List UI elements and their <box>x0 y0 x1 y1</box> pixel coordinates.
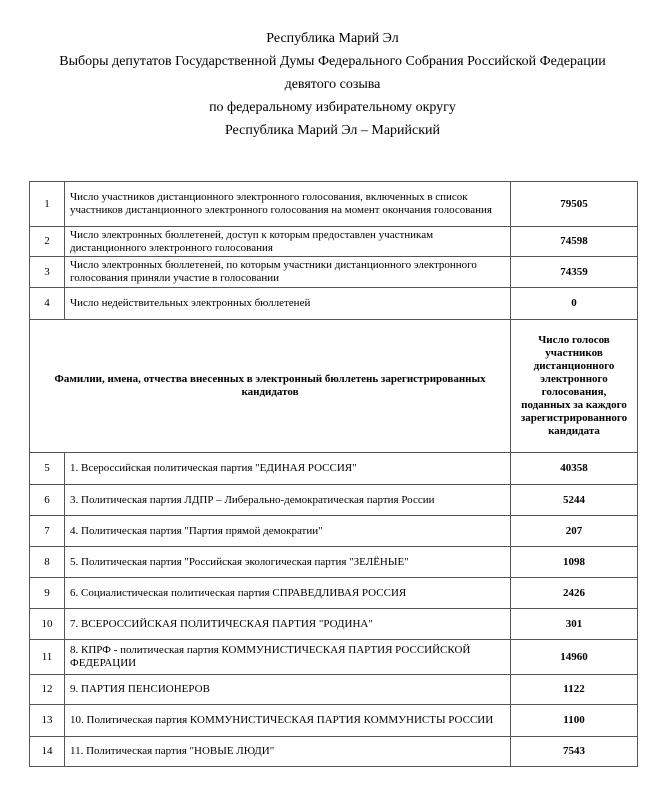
row-number: 13 <box>30 705 65 737</box>
candidate-row <box>30 578 638 609</box>
row-label: Число электронных бюллетеней, по которым участники дистанционного электронного голосования приняли участие в голосовании <box>65 257 511 288</box>
candidate-row <box>30 485 638 516</box>
row-number: 12 <box>30 675 65 705</box>
candidates-header-row <box>30 320 638 453</box>
header-convocation: девятого созыва <box>284 77 381 92</box>
row-number: 5 <box>30 453 65 485</box>
row-number: 6 <box>30 485 65 516</box>
candidate-name: 3. Политическая партия ЛДПР – Либерально-демократическая партия России <box>65 485 511 516</box>
candidate-name: 8. КПРФ - политическая партия КОММУНИСТИЧЕСКАЯ ПАРТИЯ РОССИЙСКОЙ ФЕДЕРАЦИИ <box>65 640 511 675</box>
candidate-row <box>30 453 638 485</box>
row-label: Число недействительных электронных бюллетеней <box>65 288 511 320</box>
row-number: 9 <box>30 578 65 609</box>
header-district-name: Республика Марий Эл – Марийский <box>224 123 441 138</box>
row-value: 74598 <box>511 227 638 257</box>
row-value: 74359 <box>511 257 638 288</box>
row-number: 2 <box>30 227 65 257</box>
row-number: 11 <box>30 640 65 675</box>
candidate-row <box>30 737 638 767</box>
row-label: Число участников дистанционного электронного голосования, включенных в список участников дистанционного электронного голосования на момент окончания голосования <box>65 182 511 227</box>
header-region: Республика Марий Эл <box>266 31 399 46</box>
candidate-name: 1. Всероссийская политическая партия "ЕДИНАЯ РОССИЯ" <box>65 453 511 485</box>
candidate-row <box>30 675 638 705</box>
header-election-title: Выборы депутатов Государственной Думы Федерального Собрания Российской Федерации <box>59 54 606 69</box>
candidate-votes: 1100 <box>511 705 638 737</box>
candidate-row <box>30 705 638 737</box>
row-number: 7 <box>30 516 65 547</box>
candidate-votes: 1098 <box>511 547 638 578</box>
row-number: 8 <box>30 547 65 578</box>
row-number: 3 <box>30 257 65 288</box>
row-value: 0 <box>511 288 638 320</box>
stat-row <box>30 182 638 227</box>
stat-row <box>30 257 638 288</box>
candidate-name: 5. Политическая партия "Российская экологическая партия "ЗЕЛЁНЫЕ" <box>65 547 511 578</box>
candidate-row <box>30 516 638 547</box>
candidate-row <box>30 640 638 675</box>
candidate-name: 10. Политическая партия КОММУНИСТИЧЕСКАЯ ПАРТИЯ КОММУНИСТЫ РОССИИ <box>65 705 511 737</box>
candidate-votes: 2426 <box>511 578 638 609</box>
row-number: 1 <box>30 182 65 227</box>
row-label: Число электронных бюллетеней, доступ к которым предоставлен участникам дистанционного электронного голосования <box>65 227 511 257</box>
candidate-row <box>30 547 638 578</box>
candidate-votes: 40358 <box>511 453 638 485</box>
row-number: 10 <box>30 609 65 640</box>
candidate-votes: 14960 <box>511 640 638 675</box>
row-number: 4 <box>30 288 65 320</box>
candidate-name: 9. ПАРТИЯ ПЕНСИОНЕРОВ <box>65 675 511 705</box>
candidate-votes: 5244 <box>511 485 638 516</box>
results-table <box>29 181 638 767</box>
candidate-votes: 207 <box>511 516 638 547</box>
candidate-row <box>30 609 638 640</box>
candidate-name: 4. Политическая партия "Партия прямой демократии" <box>65 516 511 547</box>
candidate-name: 11. Политическая партия "НОВЫЕ ЛЮДИ" <box>65 737 511 767</box>
candidates-header-right: Число голосов участников дистанционного электронного голосования, поданных за каждого зарегистрированного кандидата <box>511 320 638 453</box>
stat-row <box>30 227 638 257</box>
row-number: 14 <box>30 737 65 767</box>
candidate-name: 6. Социалистическая политическая партия СПРАВЕДЛИВАЯ РОССИЯ <box>65 578 511 609</box>
candidate-votes: 301 <box>511 609 638 640</box>
header-district-type: по федеральному избирательному округу <box>209 100 456 115</box>
candidate-votes: 1122 <box>511 675 638 705</box>
candidate-name: 7. ВСЕРОССИЙСКАЯ ПОЛИТИЧЕСКАЯ ПАРТИЯ "РОДИНА" <box>65 609 511 640</box>
candidates-header-left: Фамилии, имена, отчества внесенных в электронный бюллетень зарегистрированных кандидатов <box>30 320 511 453</box>
candidate-votes: 7543 <box>511 737 638 767</box>
stat-row <box>30 288 638 320</box>
row-value: 79505 <box>511 182 638 227</box>
